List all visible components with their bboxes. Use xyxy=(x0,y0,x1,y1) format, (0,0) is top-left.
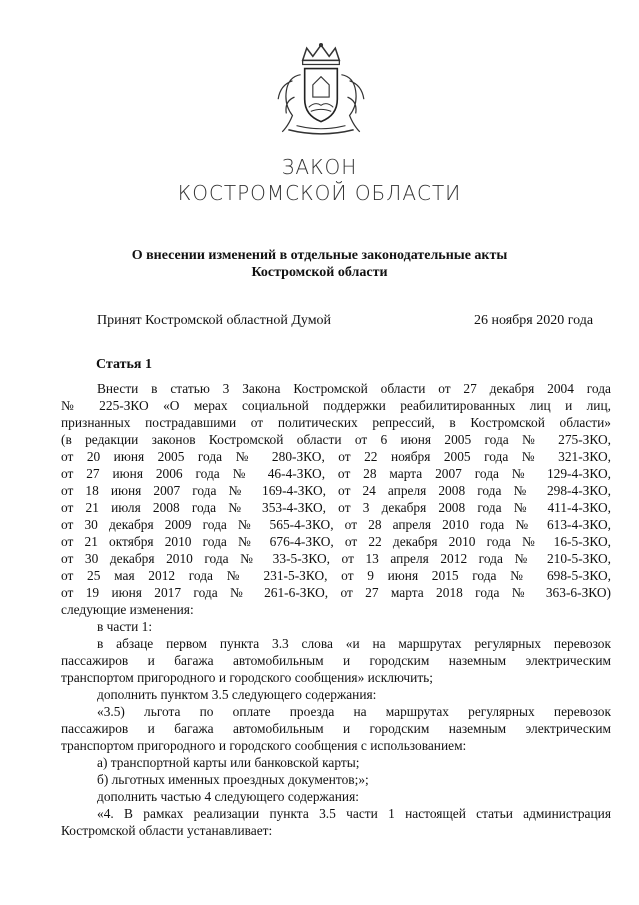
article-text-line: от 30 декабря 2009 года № 565-4-ЗКО, от 28 апреля 2010 года № 613-4-ЗКО, xyxy=(61,517,611,532)
article-text-line: дополнить пунктом 3.5 следующего содержания: xyxy=(97,687,377,702)
article-text-line: в абзаце первом пункта 3.3 слова «и на маршрутах регулярных перевозок xyxy=(97,636,611,651)
law-subject-line1: О внесении изменений в отдельные законодательные акты xyxy=(131,248,508,263)
adoption-date: 26 ноября 2020 года xyxy=(474,313,594,328)
article-text-line: от 25 мая 2012 года № 231-5-ЗКО, от 9 июня 2015 года № 698-5-ЗКО, xyxy=(61,568,611,583)
article-text-line: от 20 июня 2005 года № 280-ЗКО, от 22 ноября 2005 года № 321-ЗКО, xyxy=(61,449,611,464)
article-text-line: пассажиров и багажа автомобильным и городским наземным электрическим xyxy=(61,721,611,736)
article-text-line: «3.5) льгота по оплате проезда на маршрутах регулярных перевозок xyxy=(97,704,611,719)
article-text-line: дополнить частью 4 следующего содержания: xyxy=(97,789,359,804)
article-text-line: в части 1: xyxy=(97,619,153,634)
article-text-line: № 225-ЗКО «О мерах социальной поддержки реабилитированных лиц и лиц, xyxy=(61,398,611,413)
article-text-line: Костромской области устанавливает: xyxy=(61,823,273,838)
article-text-line: «4. В рамках реализации пункта 3.5 части 1 настоящей статьи администрация xyxy=(97,806,611,821)
adoption-body: Принят Костромской областной Думой xyxy=(97,313,332,328)
kostroma-coat-of-arms-icon xyxy=(270,40,372,142)
article-text-line: б) льготных именных проездных документов;»; xyxy=(97,772,369,787)
article-text-line: от 27 июня 2006 года № 46-4-ЗКО, от 28 марта 2007 года № 129-4-ЗКО, xyxy=(61,466,611,481)
article-text-line: транспортом пригородного и городского сообщения с использованием: xyxy=(61,738,467,753)
article-text-line: пассажиров и багажа автомобильным и городским наземным электрическим xyxy=(61,653,611,668)
article-text-line: (в редакции законов Костромской области от 6 июня 2005 года № 275-ЗКО, xyxy=(61,432,611,447)
article-text-line: от 30 декабря 2010 года № 33-5-ЗКО, от 13 апреля 2012 года № 210-5-ЗКО, xyxy=(61,551,611,566)
article-text-line: следующие изменения: xyxy=(61,602,194,617)
article-text-line: от 21 июля 2008 года № 353-4-ЗКО, от 3 декабря 2008 года № 411-4-ЗКО, xyxy=(61,500,611,515)
article-text-line: от 19 июня 2017 года № 261-6-ЗКО, от 27 марта 2018 года № 363-6-ЗКО) xyxy=(61,585,611,600)
article-text-line: Внести в статью 3 Закона Костромской области от 27 декабря 2004 года xyxy=(97,381,611,396)
article-text-line: транспортом пригородного и городского сообщения» исключить; xyxy=(61,670,433,685)
document-title-line1: ЗАКОН xyxy=(281,155,358,179)
law-subject-line2: Костромской области xyxy=(251,265,388,280)
article-text-line: от 21 октября 2010 года № 676-4-ЗКО, от 22 декабря 2010 года № 16-5-ЗКО, xyxy=(61,534,611,549)
document-title-line2: КОСТРОМСКОЙ ОБЛАСТИ xyxy=(177,181,462,205)
article-text-line: а) транспортной карты или банковской карты; xyxy=(97,755,360,770)
article-text-line: признанных пострадавшими от политических репрессий, в Костромской области» xyxy=(61,415,611,430)
article-heading: Статья 1 xyxy=(96,357,152,372)
article-text-line: от 18 июня 2007 года № 169-4-ЗКО, от 24 апреля 2008 года № 298-4-ЗКО, xyxy=(61,483,611,498)
